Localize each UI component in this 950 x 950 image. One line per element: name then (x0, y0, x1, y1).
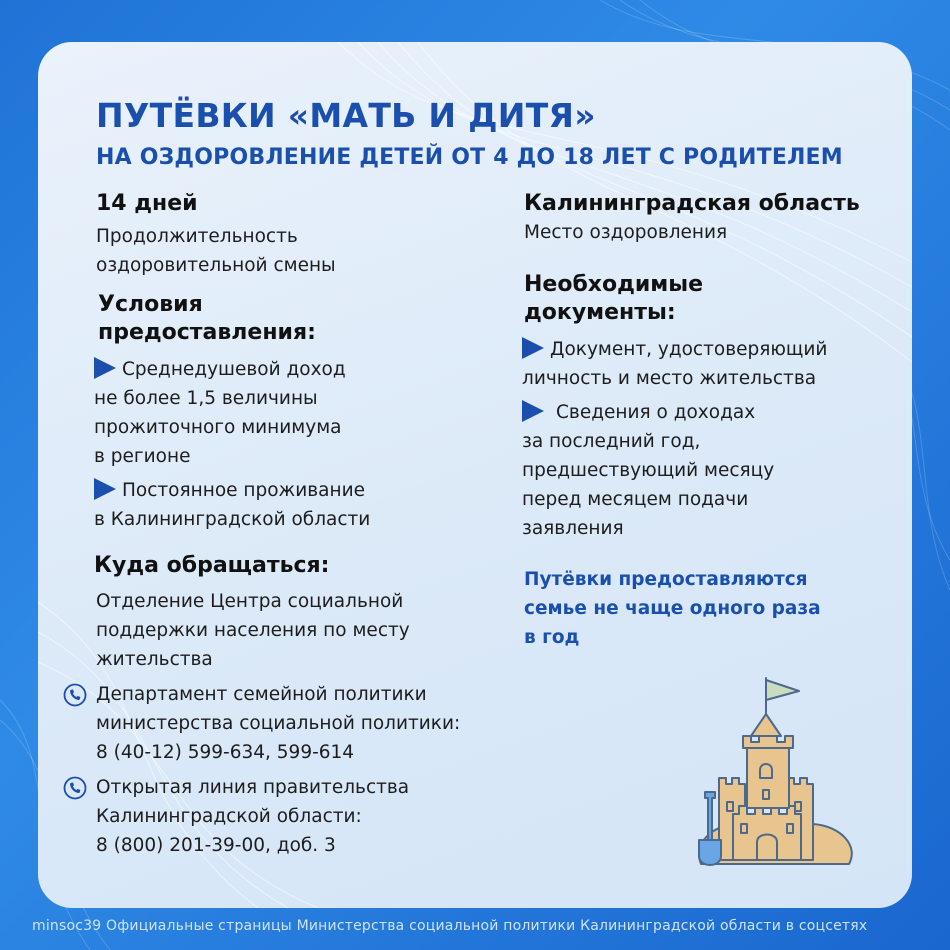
location-label: Место оздоровления (524, 222, 728, 243)
arrow-bullet-icon (94, 357, 116, 379)
contacts-department: Департамент семейной политики министерства социальной политики: 8 (40-12) 599-634, 599-614 (96, 684, 461, 763)
arrow-bullet-icon (94, 478, 116, 500)
conditions-heading: Условия предоставления: (98, 292, 316, 345)
documents-item-identity: Документ, удостоверяющий личность и место жительства (522, 339, 828, 389)
contacts-office: Отделение Центра социальной поддержки населения по месту жительства (96, 591, 410, 670)
documents-heading: Необходимые документы: (524, 272, 704, 325)
contacts-heading: Куда обращаться: (94, 553, 330, 578)
duration-value: 14 дней (96, 191, 198, 216)
info-card (38, 42, 912, 908)
duration-label: Продолжительность оздоровительной смены (96, 226, 336, 276)
documents-item-income: Сведения о доходах за последний год, предшествующий месяцу перед месяцем подачи заявления (522, 402, 775, 539)
phone-icon (63, 776, 87, 800)
location-value: Калининградская область (524, 191, 860, 216)
arrow-bullet-icon (522, 400, 544, 422)
page-title: ПУТЁВКИ «МАТЬ И ДИТЯ» (96, 96, 596, 135)
frequency-note: Путёвки предоставляются семье не чаще одного раза в год (524, 569, 821, 648)
contacts-hotline: Открытая линия правительства Калининградской области: 8 (800) 201-39-00, доб. 3 (96, 777, 410, 856)
page-subtitle: НА ОЗДОРОВЛЕНИЕ ДЕТЕЙ ОТ 4 ДО 18 ЛЕТ С РОДИТЕЛЕМ (96, 145, 843, 170)
arrow-bullet-icon (522, 337, 544, 359)
conditions-item-income: Среднедушевой доход не более 1,5 величины прожиточного минимума в регионе (94, 359, 346, 467)
footer-caption: minsoc39 Официальные страницы Министерства социальной политики Калининградской области в соцсетях (32, 918, 868, 934)
sandcastle-illustration (663, 674, 853, 874)
conditions-item-residence: Постоянное проживание в Калининградской области (94, 480, 371, 530)
phone-icon (63, 683, 87, 707)
